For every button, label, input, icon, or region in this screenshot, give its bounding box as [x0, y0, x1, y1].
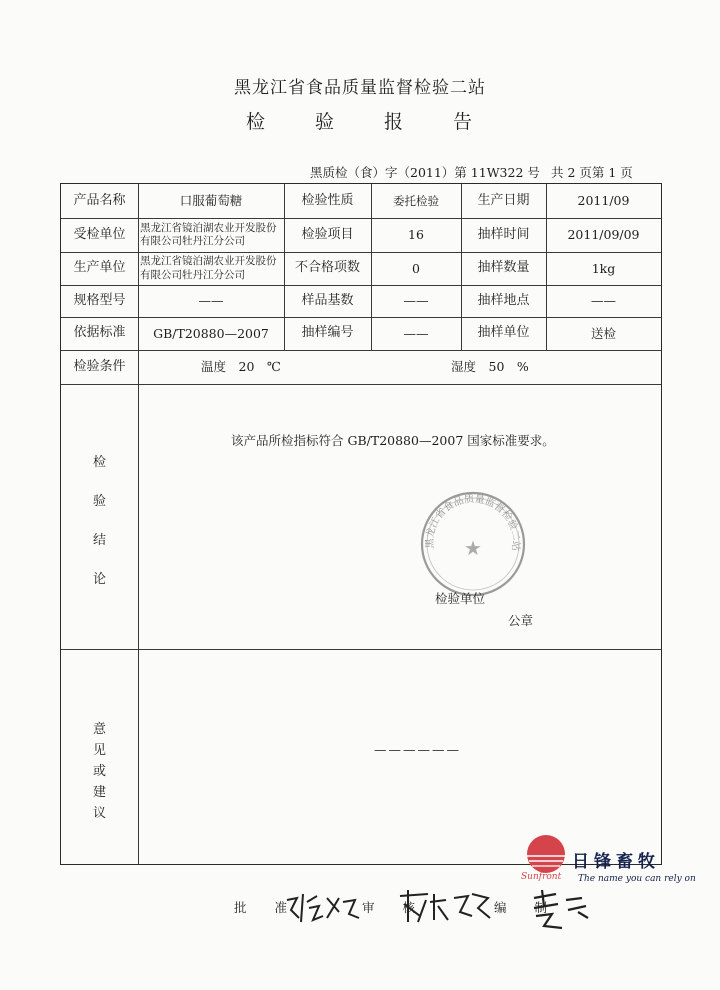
opinion-label-char: 或 — [92, 763, 106, 779]
value-standard: GB/T20880—2007 — [153, 325, 269, 341]
label-sampling-number: 抽样编号 — [301, 325, 354, 341]
brand-name: 日锋畜牧 — [572, 852, 660, 872]
conclusion-label-char: 验 — [92, 494, 106, 509]
value-sampling-unit: 送检 — [590, 325, 616, 341]
opinion-label-char: 见 — [92, 742, 106, 758]
row-divider — [61, 384, 661, 385]
compiler-signature — [530, 888, 590, 932]
document-title: 检 验 报 告 — [245, 111, 495, 133]
opinion-label — [61, 714, 138, 824]
value-inspected-unit: 黑龙江省镜泊湖农业开发股份有限公司牡丹江分公司 — [140, 221, 277, 247]
official-seal-label: 公章 — [508, 613, 534, 628]
label-sample-base: 样品基数 — [301, 292, 354, 308]
label-sampling-unit: 抽样单位 — [477, 325, 530, 341]
label-product-name: 产品名称 — [73, 192, 126, 208]
value-product-name: 口服葡萄糖 — [179, 193, 243, 209]
brand-english: Sunfront — [521, 872, 562, 882]
opinion-content: —————— — [374, 742, 461, 757]
value-humidity: 湿度 50 % — [451, 359, 529, 375]
value-production-date: 2011/09 — [577, 193, 630, 209]
label-test-items: 检验项目 — [301, 226, 354, 242]
conclusion-text: 该产品所检指标符合 GB/T20880—2007 国家标准要求。 — [231, 433, 555, 448]
value-sample-quantity: 1kg — [591, 260, 616, 276]
value-sampling-number: —— — [403, 325, 429, 341]
opinion-label-char: 议 — [92, 805, 106, 821]
reference-number: 黑质检（食）字（2011）第 11W322 号 — [310, 165, 540, 180]
organization-title: 黑龙江省食品质量监督检验二站 — [234, 78, 486, 98]
review-label: 审 核 — [362, 900, 427, 915]
conclusion-label-char: 检 — [92, 455, 106, 470]
inspection-unit-label: 检验单位 — [435, 591, 486, 606]
value-sampling-time: 2011/09/09 — [567, 227, 640, 243]
label-test-conditions: 检验条件 — [73, 358, 126, 374]
row-divider — [61, 649, 661, 650]
row-divider — [61, 350, 661, 351]
label-specification: 规格型号 — [73, 292, 126, 308]
value-specification: —— — [198, 293, 224, 309]
official-seal — [418, 489, 528, 599]
col-divider — [138, 350, 139, 384]
page-count: 共 2 页第 1 页 — [551, 165, 633, 180]
label-sampling-time: 抽样时间 — [477, 226, 530, 242]
value-sample-base: —— — [403, 293, 429, 309]
label-producer: 生产单位 — [73, 260, 126, 276]
value-failed-items: 0 — [412, 260, 420, 276]
label-sample-quantity: 抽样数量 — [477, 260, 530, 276]
opinion-label-char: 意 — [92, 721, 106, 737]
label-inspection-type: 检验性质 — [301, 192, 354, 208]
col-divider — [138, 384, 139, 864]
seal-text: 黑龙江省食品质量监督检验二站 — [424, 493, 522, 552]
value-sampling-place: —— — [591, 293, 616, 309]
seal-star: ★ — [464, 536, 482, 560]
label-standard: 依据标准 — [73, 325, 126, 341]
report-form — [60, 183, 662, 865]
conclusion-label-char: 结 — [92, 533, 106, 548]
brand-slogan: The name you can rely on — [578, 874, 696, 884]
conclusion-label — [61, 444, 138, 594]
value-temperature: 温度 20 ℃ — [201, 359, 281, 375]
compile-label: 编 制 — [494, 900, 559, 915]
label-failed-items: 不合格项数 — [294, 260, 360, 276]
approve-label: 批 准 — [234, 900, 299, 915]
value-inspection-type: 委托检验 — [393, 193, 439, 208]
value-test-items: 16 — [408, 227, 424, 243]
conclusion-label-char: 论 — [92, 572, 106, 587]
label-sampling-place: 抽样地点 — [477, 292, 530, 308]
label-inspected-unit: 受检单位 — [73, 226, 126, 242]
reviewer-signature — [398, 886, 493, 926]
opinion-label-char: 建 — [92, 784, 106, 800]
value-producer: 黑龙江省镜泊湖农业开发股份有限公司牡丹江分公司 — [140, 255, 277, 281]
label-production-date: 生产日期 — [477, 192, 530, 208]
approver-signature — [283, 888, 363, 928]
